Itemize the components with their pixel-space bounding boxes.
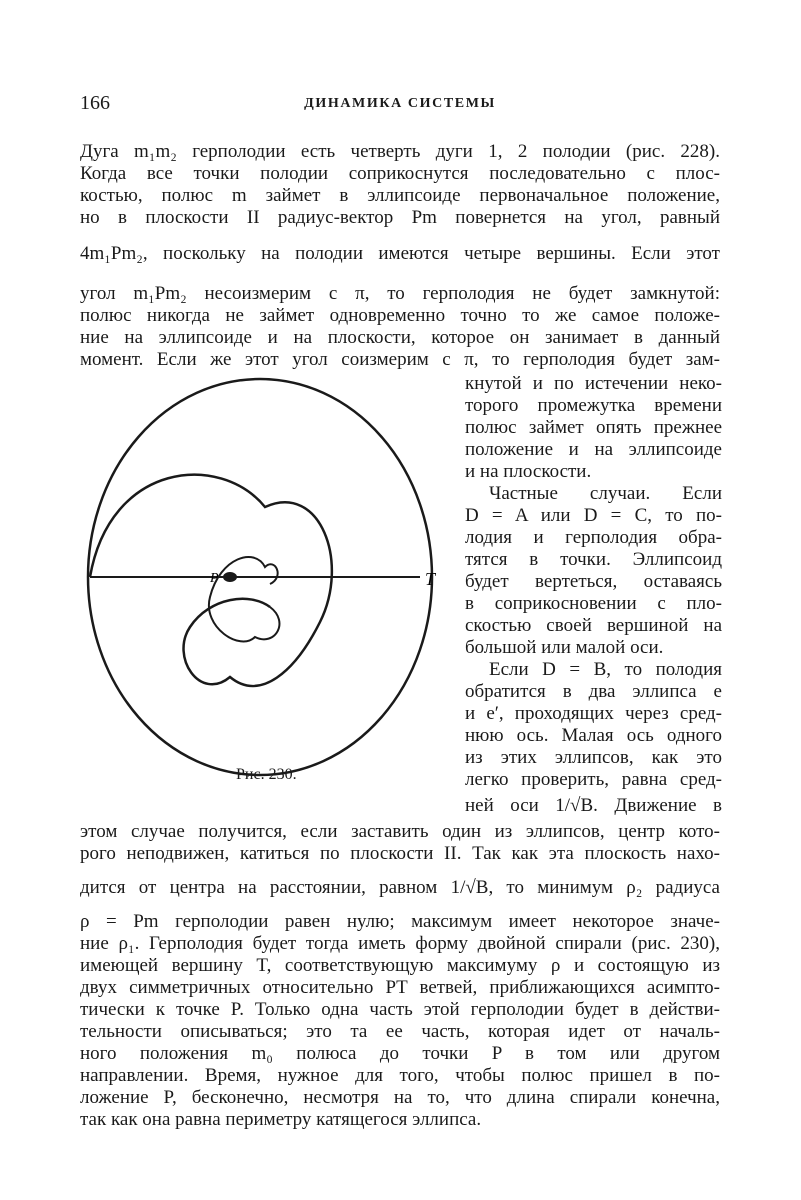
text-line: угол m₁Pm₂ несоизмерим с π, то герполодия не будет замкнутой: — [80, 283, 720, 304]
column-line: большой или малой оси. — [465, 637, 664, 658]
text-line: тельности описываться; это та ее часть, которая идет от началь- — [80, 1021, 720, 1042]
text-line: но в плоскости II радиус-вектор Pm повернется на угол, равный — [80, 207, 720, 228]
page-number: 166 — [80, 92, 110, 114]
text-line: Дуга m₁m₂ герполодии есть четверть дуги 1, 2 полодии (рис. 228). — [80, 141, 720, 162]
column-line: тятся в точки. Эллипсоид — [465, 549, 722, 570]
text-line: тически к точке P. Только одна часть этой герполодии будет в действи- — [80, 999, 720, 1020]
column-line: и на плоскости. — [465, 461, 592, 482]
column-line: положение и на эллипсоиде — [465, 439, 722, 460]
text-line: ного положения m₀ полюса до точки P в том или другом — [80, 1043, 720, 1064]
column-line: и e′, проходящих через сред- — [465, 703, 722, 724]
running-head: ДИНАМИКА СИСТЕМЫ — [304, 96, 496, 111]
column-line: торого промежутка времени — [465, 395, 722, 416]
column-line: D = A или D = C, то по- — [465, 505, 722, 526]
point-P-label: P — [210, 571, 219, 586]
figure-caption: Рис. 230. — [236, 766, 297, 783]
column-line: будет вертеться, оставаясь — [465, 571, 722, 592]
column-line: ней оси 1/√B. Движение в — [465, 795, 722, 816]
text-line: так как она равна периметру катящегося эллипса. — [80, 1109, 482, 1130]
text-line: дится от центра на расстоянии, равном 1/√B, то минимум ρ₂ радиуса — [80, 877, 720, 898]
column-line: в соприкосновении с пло- — [465, 593, 722, 614]
point-T-label: T — [425, 569, 436, 589]
text-line: двух симметричных относительно PT ветвей, приближающихся асимпто- — [80, 977, 720, 998]
column-line: кнутой и по истечении неко- — [465, 373, 722, 394]
column-line: полюс займет опять прежнее — [465, 417, 722, 438]
text-line: полюс никогда не займет одновременно точно то же самое положе- — [80, 305, 720, 326]
text-line: этом случае получится, если заставить один из эллипсов, центр кото- — [80, 821, 720, 842]
text-line: ρ = Pm герполодии равен нулю; максимум имеет некоторое значе- — [80, 911, 720, 932]
text-line: направлении. Время, нужное для того, чтобы полюс пришел в по- — [80, 1065, 720, 1086]
text-line: ние на эллипсоиде и на плоскости, которое он занимает в данный — [80, 327, 720, 348]
text-line: ние ρ₁. Герполодия будет тогда иметь форму двойной спирали (рис. 230), — [80, 933, 720, 954]
text-line: момент. Если же этот угол соизмерим с π, то герполодия будет зам- — [80, 349, 720, 370]
column-line: Частные случаи. Если — [489, 483, 722, 504]
column-line: легко проверить, равна сред- — [465, 769, 722, 790]
column-line: нюю ось. Малая ось одного — [465, 725, 722, 746]
text-line: костью, полюс m займет в эллипсоиде первоначальное положение, — [80, 185, 720, 206]
column-line: лодия и герполодия обра- — [465, 527, 722, 548]
column-line: Если D = B, то полодия — [489, 659, 722, 680]
column-line: скостью своей вершиной на — [465, 615, 722, 636]
spiral-center-dot — [223, 572, 237, 582]
text-line: рого неподвижен, катиться по плоскости II. Так как эта плоскость нахо- — [80, 843, 720, 864]
column-line: обратится в два эллипса e — [465, 681, 722, 702]
column-line: из этих эллипсов, как это — [465, 747, 722, 768]
page-header — [80, 92, 720, 120]
text-line: 4m₁Pm₂, поскольку на полодии имеются четыре вершины. Если этот — [80, 243, 720, 264]
herpolhode-figure — [80, 372, 445, 802]
text-line: имеющей вершину T, соответствующую максимуму ρ и состоящую из — [80, 955, 720, 976]
text-line: Когда все точки полодии соприкоснутся последовательно с плос- — [80, 163, 720, 184]
text-line: ложение P, бесконечно, несмотря на то, что длина спирали конечна, — [80, 1087, 720, 1108]
